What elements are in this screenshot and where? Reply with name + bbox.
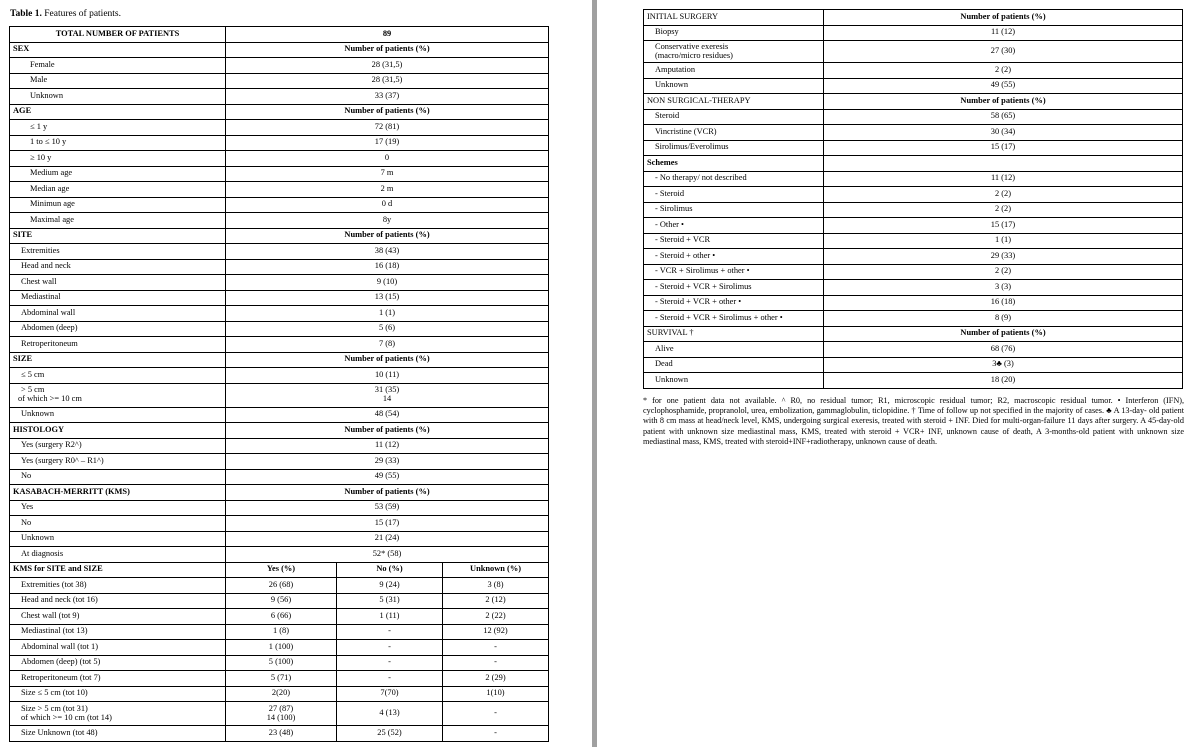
section-header-row (10, 423, 549, 439)
row-value: 30 (34) (824, 125, 1183, 141)
row-label: Abdominal wall (tot 1) (10, 640, 226, 656)
column-header: Unknown (%) (443, 562, 549, 578)
row-label: Retroperitoneum (10, 337, 226, 353)
column-header: Number of patients (%) (226, 104, 549, 120)
row-label: - Sirolimus (644, 202, 824, 218)
row-label: Vincristine (VCR) (644, 125, 824, 141)
row-value: 5 (6) (226, 321, 549, 337)
table-row (644, 249, 1183, 265)
row-label: Unknown (644, 78, 824, 94)
row-label: ≤ 5 cm (10, 368, 226, 384)
table-row (10, 726, 549, 742)
row-value: 29 (33) (824, 249, 1183, 265)
table-row (644, 342, 1183, 358)
table-row (10, 702, 549, 726)
unknown-value: 12 (92) (443, 624, 549, 640)
row-value: 38 (43) (226, 244, 549, 260)
row-label: Abdomen (deep) (10, 321, 226, 337)
yes-value: 5 (100) (226, 655, 337, 671)
no-value: 4 (13) (337, 702, 443, 726)
table-row (10, 531, 549, 547)
row-value: 28 (31,5) (226, 58, 549, 74)
row-label: No (10, 516, 226, 532)
section-header-row (10, 42, 549, 58)
section-title: NON SURGICAL-THERAPY (644, 94, 824, 110)
table-row (10, 624, 549, 640)
row-value: 16 (18) (226, 259, 549, 275)
section-title: SEX (10, 42, 226, 58)
table-row (644, 125, 1183, 141)
row-value: 49 (55) (824, 78, 1183, 94)
table-row (10, 438, 549, 454)
table-row (10, 640, 549, 656)
no-value: 7(70) (337, 686, 443, 702)
table-row (10, 516, 549, 532)
unknown-value: 2 (22) (443, 609, 549, 625)
row-label (10, 383, 226, 407)
unknown-value: - (443, 702, 549, 726)
section-header-row (10, 485, 549, 501)
table-row (10, 58, 549, 74)
unknown-value: 2 (29) (443, 671, 549, 687)
yes-value-line1: 27 (87) (268, 703, 294, 713)
no-value: - (337, 624, 443, 640)
row-value: 16 (18) (824, 295, 1183, 311)
row-label: Head and neck (10, 259, 226, 275)
yes-value: 2(20) (226, 686, 337, 702)
table-row (10, 213, 549, 229)
row-value: 10 (11) (226, 368, 549, 384)
row-label: 1 to ≤ 10 y (10, 135, 226, 151)
row-value: 72 (81) (226, 120, 549, 136)
section-title: KMS for SITE and SIZE (10, 562, 226, 578)
row-label: Median age (10, 182, 226, 198)
row-label: Medium age (10, 166, 226, 182)
row-value: 8y (226, 213, 549, 229)
section-header-row (10, 562, 549, 578)
therapy-survival-table (643, 9, 1183, 389)
caption-text: Features of patients. (41, 9, 122, 19)
row-label: Unknown (10, 89, 226, 105)
row-label: Yes (surgery R2^) (10, 438, 226, 454)
table-row (10, 337, 549, 353)
row-value (226, 383, 549, 407)
table-row (10, 89, 549, 105)
table-row (10, 306, 549, 322)
row-label: - Other • (644, 218, 824, 234)
row-label: Extremities (tot 38) (10, 578, 226, 594)
row-label: Dead (644, 357, 824, 373)
yes-value: 26 (68) (226, 578, 337, 594)
table-row (644, 357, 1183, 373)
row-value: 48 (54) (226, 407, 549, 423)
row-label: Unknown (644, 373, 824, 389)
table-row (10, 275, 549, 291)
unknown-value: - (443, 726, 549, 742)
section-header-row (10, 104, 549, 120)
row-value: 0 d (226, 197, 549, 213)
section-title: AGE (10, 104, 226, 120)
table-row (10, 290, 549, 306)
table-row (644, 140, 1183, 156)
row-value: 28 (31,5) (226, 73, 549, 89)
row-label-line1: Conservative exeresis (655, 41, 729, 51)
section-title: KASABACH-MERRITT (KMS) (10, 485, 226, 501)
row-value: 3 (3) (824, 280, 1183, 296)
section-title: SITE (10, 228, 226, 244)
row-label: Amputation (644, 63, 824, 79)
table-row (10, 609, 549, 625)
table-row (10, 120, 549, 136)
no-value: 5 (31) (337, 593, 443, 609)
row-label: Chest wall (tot 9) (10, 609, 226, 625)
table-row (10, 321, 549, 337)
table-row (10, 578, 549, 594)
table-caption (10, 9, 121, 19)
row-label: Alive (644, 342, 824, 358)
section-header-row (644, 156, 1183, 172)
row-label: Extremities (10, 244, 226, 260)
unknown-value: - (443, 655, 549, 671)
row-label: At diagnosis (10, 547, 226, 563)
column-header: Number of patients (%) (226, 423, 549, 439)
row-label: Female (10, 58, 226, 74)
yes-value: 1 (8) (226, 624, 337, 640)
row-label: ≥ 10 y (10, 151, 226, 167)
row-value: 1 (1) (824, 233, 1183, 249)
table-row (10, 135, 549, 151)
column-header (824, 156, 1183, 172)
row-label: Unknown (10, 407, 226, 423)
row-label: Mediastinal (10, 290, 226, 306)
table-row (10, 197, 549, 213)
section-title: INITIAL SURGERY (644, 10, 824, 26)
column-header: Number of patients (%) (824, 326, 1183, 342)
table-row (644, 373, 1183, 389)
table-row (10, 166, 549, 182)
row-value: 3♣ (3) (824, 357, 1183, 373)
table-row (644, 218, 1183, 234)
table-row (10, 469, 549, 485)
table-row (644, 295, 1183, 311)
section-header-row (644, 94, 1183, 110)
table-row (10, 259, 549, 275)
table-row (644, 187, 1183, 203)
column-header: Number of patients (%) (226, 228, 549, 244)
table-row (10, 73, 549, 89)
column-header: Yes (%) (226, 562, 337, 578)
table-row (10, 383, 549, 407)
column-header: No (%) (337, 562, 443, 578)
no-value: - (337, 640, 443, 656)
table-row (644, 41, 1183, 63)
page-divider (592, 0, 597, 747)
yes-value: 5 (71) (226, 671, 337, 687)
row-value: 53 (59) (226, 500, 549, 516)
table-row (10, 500, 549, 516)
row-label: - No therapy/ not described (644, 171, 824, 187)
row-label: Abdominal wall (10, 306, 226, 322)
row-value: 7 m (226, 166, 549, 182)
row-value: 11 (12) (226, 438, 549, 454)
row-label: - Steroid + VCR (644, 233, 824, 249)
table-row (10, 151, 549, 167)
row-value: 2 (2) (824, 187, 1183, 203)
section-header-row (644, 10, 1183, 26)
row-value: 18 (20) (824, 373, 1183, 389)
row-label: - Steroid + VCR + other • (644, 295, 824, 311)
caption-label: Table 1. (10, 9, 42, 19)
unknown-value: - (443, 640, 549, 656)
footnotes: * for one patient data not available. ^ R0, no residual tumor; R1, microscopic residual tumor; R2, macroscopic residual tumor. • Interferon (IFN), cyclophosphamide, propranolol, urea, embolization, gammaglobulin, ticlopidine. † Time of follow up not specified in the majority of cases. ♣ A 13-day- old patient with 8 cm mass at head/neck level, KMS, undergoing surgical exeresis, treated with steroid + INF. Died for multi-organ-failure 11 days after surgery. A 45-day-old patient with unknown size mediastinal mass, KMS, treated with steroid + VCR+ INF, unknown cause of death, A 3-months-old patient with unknown size mediastinal mass, KMS, treated with steroid+INF+radiotherapy, unknown cause of death. (643, 396, 1184, 446)
table-row (644, 78, 1183, 94)
total-row (10, 27, 549, 43)
table-row (10, 368, 549, 384)
table-row (10, 244, 549, 260)
row-value: 2 (2) (824, 264, 1183, 280)
table-row (644, 25, 1183, 41)
row-label: Maximal age (10, 213, 226, 229)
section-title: SIZE (10, 352, 226, 368)
row-value: 2 (2) (824, 63, 1183, 79)
row-label: Size Unknown (tot 48) (10, 726, 226, 742)
table-row (10, 671, 549, 687)
row-value: 11 (12) (824, 171, 1183, 187)
row-label-line1: Size > 5 cm (tot 31) (21, 703, 88, 713)
table-row (644, 109, 1183, 125)
no-value: 25 (52) (337, 726, 443, 742)
no-value: 9 (24) (337, 578, 443, 594)
row-label: No (10, 469, 226, 485)
column-header: Number of patients (%) (824, 10, 1183, 26)
row-label: Sirolimus/Everolimus (644, 140, 824, 156)
row-value: 58 (65) (824, 109, 1183, 125)
section-header-row (10, 352, 549, 368)
row-value: 68 (76) (824, 342, 1183, 358)
total-value: 89 (226, 27, 549, 43)
row-label (644, 41, 824, 63)
row-label: Size ≤ 5 cm (tot 10) (10, 686, 226, 702)
row-label-line2: (macro/micro residues) (655, 50, 733, 60)
row-label: Head and neck (tot 16) (10, 593, 226, 609)
table-row (10, 686, 549, 702)
row-value: 8 (9) (824, 311, 1183, 327)
row-label: - Steroid + VCR + Sirolimus (644, 280, 824, 296)
yes-value: 6 (66) (226, 609, 337, 625)
row-value: 21 (24) (226, 531, 549, 547)
row-value: 29 (33) (226, 454, 549, 470)
table-row (10, 454, 549, 470)
row-label: Yes (surgery R0^ – R1^) (10, 454, 226, 470)
no-value: - (337, 671, 443, 687)
table-row (644, 264, 1183, 280)
table-row (644, 202, 1183, 218)
yes-value: 1 (100) (226, 640, 337, 656)
row-value: 15 (17) (226, 516, 549, 532)
row-label: - Steroid (644, 187, 824, 203)
row-label: Steroid (644, 109, 824, 125)
row-label: Abdomen (deep) (tot 5) (10, 655, 226, 671)
row-value: 15 (17) (824, 140, 1183, 156)
row-label: Chest wall (10, 275, 226, 291)
section-title: HISTOLOGY (10, 423, 226, 439)
table-row (10, 407, 549, 423)
row-value: 27 (30) (824, 41, 1183, 63)
row-value-line2: 14 (382, 394, 392, 403)
row-value: 13 (15) (226, 290, 549, 306)
table-row (10, 593, 549, 609)
row-value: 1 (1) (226, 306, 549, 322)
yes-value (226, 702, 337, 726)
row-value: 17 (19) (226, 135, 549, 151)
row-value: 33 (37) (226, 89, 549, 105)
row-label (10, 702, 226, 726)
patient-features-table (9, 26, 549, 742)
table-row (10, 182, 549, 198)
column-header: Number of patients (%) (226, 42, 549, 58)
column-header: Number of patients (%) (226, 485, 549, 501)
column-header: Number of patients (%) (226, 352, 549, 368)
row-label: Yes (10, 500, 226, 516)
row-value: 15 (17) (824, 218, 1183, 234)
row-label: - VCR + Sirolimus + other • (644, 264, 824, 280)
row-label-line2: of which >= 10 cm (18, 394, 82, 403)
section-header-row (10, 228, 549, 244)
table-row (644, 171, 1183, 187)
row-value: 2 (2) (824, 202, 1183, 218)
column-header: Number of patients (%) (824, 94, 1183, 110)
row-label: - Steroid + other • (644, 249, 824, 265)
section-header-row (644, 326, 1183, 342)
yes-value: 9 (56) (226, 593, 337, 609)
yes-value-line2: 14 (100) (266, 712, 296, 722)
row-value: 49 (55) (226, 469, 549, 485)
yes-value: 23 (48) (226, 726, 337, 742)
row-label: Unknown (10, 531, 226, 547)
total-label: TOTAL NUMBER OF PATIENTS (10, 27, 226, 43)
row-value: 9 (10) (226, 275, 549, 291)
table-row (10, 655, 549, 671)
unknown-value: 1(10) (443, 686, 549, 702)
row-label-line2: of which >= 10 cm (tot 14) (21, 712, 112, 722)
table-row (644, 280, 1183, 296)
table-row (644, 233, 1183, 249)
unknown-value: 3 (8) (443, 578, 549, 594)
table-row (644, 63, 1183, 79)
row-label: Mediastinal (tot 13) (10, 624, 226, 640)
row-value: 0 (226, 151, 549, 167)
row-label-line1: > 5 cm (21, 385, 45, 395)
section-title: SURVIVAL † (644, 326, 824, 342)
row-value: 52* (58) (226, 547, 549, 563)
row-value: 2 m (226, 182, 549, 198)
unknown-value: 2 (12) (443, 593, 549, 609)
row-label: Biopsy (644, 25, 824, 41)
row-label: Minimun age (10, 197, 226, 213)
row-value-line1: 31 (35) (374, 385, 400, 395)
row-value: 7 (8) (226, 337, 549, 353)
row-label: ≤ 1 y (10, 120, 226, 136)
row-label: - Steroid + VCR + Sirolimus + other • (644, 311, 824, 327)
row-label: Retroperitoneum (tot 7) (10, 671, 226, 687)
row-label: Male (10, 73, 226, 89)
no-value: - (337, 655, 443, 671)
table-row (10, 547, 549, 563)
row-value: 11 (12) (824, 25, 1183, 41)
table-row (644, 311, 1183, 327)
section-title: Schemes (644, 156, 824, 172)
no-value: 1 (11) (337, 609, 443, 625)
